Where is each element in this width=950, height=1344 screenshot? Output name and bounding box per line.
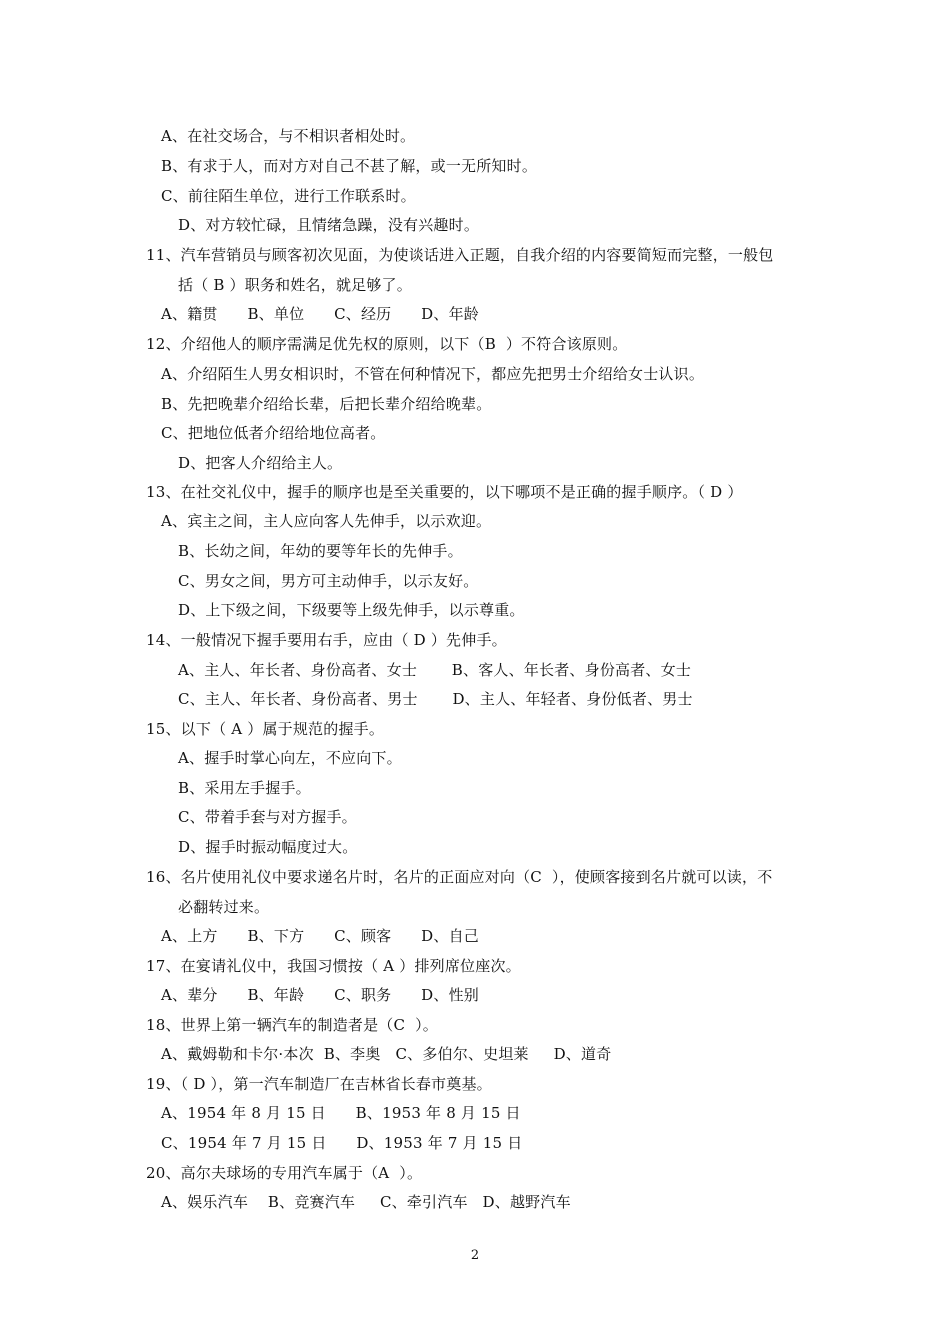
question-19: 19、（ D ），第一汽车制造厂在吉林省长春市奠基。 — [146, 1075, 492, 1093]
question-17-options: A、辈分 B、年龄 C、职务 D、性别 — [161, 986, 479, 1004]
option-line: B、有求于人，而对方对自己不甚了解，或一无所知时。 — [161, 157, 538, 175]
question-12: 12、介绍他人的顺序需满足优先权的原则，以下（B ）不符合该原则。 — [146, 335, 628, 353]
page-number: 2 — [470, 1248, 480, 1263]
option-line: C、男女之间，男方可主动伸手，以示友好。 — [178, 572, 479, 590]
question-13: 13、在社交礼仪中，握手的顺序也是至关重要的，以下哪项不是正确的握手顺序。（ D ） — [146, 483, 743, 501]
question-16-options: A、上方 B、下方 C、顾客 D、自己 — [161, 927, 479, 945]
question-11: 11、汽车营销员与顾客初次见面，为使谈话进入正题，自我介绍的内容要简短而完整，一般包 — [146, 246, 774, 264]
question-16-continued: 必翻转过来。 — [178, 898, 270, 916]
question-18: 18、世界上第一辆汽车的制造者是（C ）。 — [146, 1016, 439, 1034]
question-11-options: A、籍贯 B、单位 C、经历 D、年龄 — [161, 305, 479, 323]
option-line: D、把客人介绍给主人。 — [178, 454, 343, 472]
option-line: C、把地位低者介绍给地位高者。 — [161, 424, 386, 442]
question-15: 15、以下（ A ）属于规范的握手。 — [146, 720, 385, 738]
question-18-options: A、戴姆勒和卡尔·本次 B、李奥 C、多伯尔、史坦莱 D、道奇 — [161, 1045, 612, 1063]
option-line: C、带着手套与对方握手。 — [178, 808, 357, 826]
question-19-options-b: C、1954 年 7 月 15 日 D、1953 年 7 月 15 日 — [161, 1134, 523, 1152]
question-20-options: A、娱乐汽车 B、竞赛汽车 C、牵引汽车 D、越野汽车 — [161, 1193, 571, 1211]
question-20: 20、高尔夫球场的专用汽车属于（A ）。 — [146, 1164, 423, 1182]
question-16: 16、名片使用礼仪中要求递名片时，名片的正面应对向（C ），使顾客接到名片就可以读，不 — [146, 868, 773, 886]
option-line: B、先把晚辈介绍给长辈，后把长辈介绍给晚辈。 — [161, 395, 492, 413]
option-line: B、采用左手握手。 — [178, 779, 311, 797]
option-line: B、长幼之间，年幼的要等年长的先伸手。 — [178, 542, 463, 560]
option-line: D、上下级之间，下级要等上级先伸手，以示尊重。 — [178, 601, 525, 619]
question-14: 14、一般情况下握手要用右手，应由（ D ）先伸手。 — [146, 631, 507, 649]
question-11-continued: 括（ B ）职务和姓名，就足够了。 — [178, 276, 412, 294]
option-line: C、前往陌生单位，进行工作联系时。 — [161, 187, 416, 205]
option-line: D、握手时振动幅度过大。 — [178, 838, 358, 856]
question-17: 17、在宴请礼仪中，我国习惯按（ A ）排列席位座次。 — [146, 957, 521, 975]
option-line: D、对方较忙碌，且情绪急躁，没有兴趣时。 — [178, 216, 480, 234]
option-line: A、在社交场合，与不相识者相处时。 — [161, 127, 416, 145]
option-line: A、主人、年长者、身份高者、女士 B、客人、年长者、身份高者、女士 — [178, 661, 692, 679]
option-line: A、握手时掌心向左，不应向下。 — [178, 749, 402, 767]
option-line: A、介绍陌生人男女相识时，不管在何种情况下，都应先把男士介绍给女士认识。 — [161, 365, 705, 383]
option-line: A、宾主之间，主人应向客人先伸手，以示欢迎。 — [161, 512, 492, 530]
option-line: C、主人、年长者、身份高者、男士 D、主人、年轻者、身份低者、男士 — [178, 690, 693, 708]
question-19-options-a: A、1954 年 8 月 15 日 B、1953 年 8 月 15 日 — [161, 1104, 521, 1122]
